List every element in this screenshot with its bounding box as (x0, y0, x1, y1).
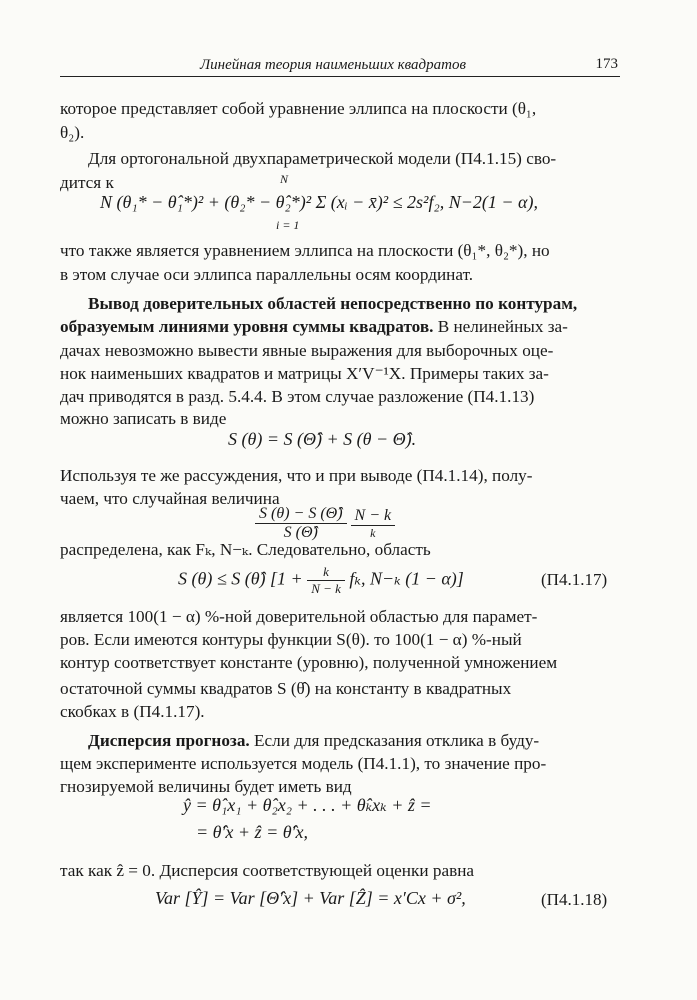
p2-line2: дится к (60, 173, 114, 192)
p4-line4: нок наименьших квадратов и матрицы X′V⁻¹X. Примеры таких за- (60, 364, 549, 383)
eq3-fraction-2: $\frac{N - k}{k}$ (351, 507, 396, 541)
p7-line4: остаточной суммы квадратов S (θ̂) на константу в квадратных (60, 679, 512, 698)
p8-line2: щем эксперименте используется модель (П4.1.1), то значение про- (60, 754, 547, 773)
p7-line1: является 100(1 − α) %-ной доверительной областью для парамет- (60, 607, 538, 626)
section-heading-2: Дисперсия прогноза. (88, 731, 250, 750)
equation-number-18: (П4.1.18) (541, 890, 608, 909)
eq4-fraction: $\frac{k}{N - k}$ (307, 564, 345, 597)
p5-line1: Используя те же рассуждения, что и при выводе (П4.1.14), полу- (60, 466, 533, 485)
p2-line1: Для ортогональной двухпараметрической модели (П4.1.15) сво- (88, 149, 557, 168)
equation-5-line1: ŷ = θ̂₁x₁ + θ̂₂x₂ + . . . + θ̂ₖxₖ + ẑ = (183, 795, 432, 815)
equation-1: N (θ₁* − θ̂₁*)² + (θ₂* − θ̂₂*)² Σ (xᵢ − x̄)² ≤ 2s²f₂, N−2(1 − α), (100, 192, 538, 212)
p4-line1 (60, 292, 620, 316)
p7-line2: ров. Если имеются контуры функции S(θ). то 100(1 − α) %-ный (60, 630, 522, 649)
p7-line3: контур соответствует константе (уровню), полученной умножением (60, 653, 558, 672)
p7-line5: скобках в (П4.1.17). (60, 702, 205, 721)
equation-5-line2: = θ̂′x + ẑ = θ̂′x, (196, 822, 308, 842)
p4-line6: можно записать в виде (60, 409, 227, 428)
eq1-sum-bottom: i = 1 (276, 218, 300, 232)
p1-line2: θ₂). (60, 123, 85, 142)
section-heading-1a: Вывод доверительных областей непосредственно по контурам, (88, 294, 578, 313)
p8-line1 (60, 729, 620, 753)
equation-3 (255, 505, 395, 542)
p8-line3: гнозируемой величины будет иметь вид (60, 777, 352, 796)
p4-line3: дачах невозможно вывести явные выражения для выборочных оце- (60, 341, 554, 360)
running-header (60, 56, 620, 77)
section-heading-1b: образуемым линиями уровня суммы квадратов. (60, 317, 434, 336)
eq1-sum-top: N (280, 172, 289, 186)
p4-line2 (60, 315, 620, 339)
eq3-fraction-1: $\frac{S (\theta) - S (\Thetâ)}{S (\Thetâ)}$ (255, 505, 347, 542)
running-title: Линейная теория наименьших квадратов (200, 57, 466, 73)
equation-number-17: (П4.1.17) (541, 570, 608, 589)
equation-4: S (θ) ≤ S (θ̂) [1 + $\frac{k}{N - k}$ fₖ, N−ₖ (1 − α)] (178, 564, 464, 596)
p4-line5: дач приводятся в разд. 5.4.4. В этом случае разложение (П4.1.13) (60, 387, 535, 406)
equation-6: Var [Ŷ] = Var [Θ̂′x] + Var [Ẑ] = x′Cx + σ², (155, 888, 466, 908)
p4-line2-rest: В нелинейных за- (433, 317, 568, 336)
p9-line: так как ẑ = 0. Дисперсия соответствующей оценки равна (60, 861, 475, 880)
p3-line2: в этом случае оси эллипса параллельны осям координат. (60, 265, 474, 284)
page-number: 173 (595, 56, 618, 72)
p1-line1: которое представляет собой уравнение эллипса на плоскости (θ₁, (60, 99, 537, 118)
p8-line1-rest: Если для предсказания отклика в буду- (249, 731, 540, 750)
p3-line1: что также является уравнением эллипса на плоскости (θ₁*, θ₂*), но (60, 241, 550, 260)
p6-line: распределена, как Fₖ, N−ₖ. Следовательно, область (60, 540, 431, 559)
p5-line2: чаем, что случайная величина (60, 489, 280, 508)
equation-2: S (θ) = S (Θ̂) + S (θ − Θ̂). (228, 429, 417, 449)
